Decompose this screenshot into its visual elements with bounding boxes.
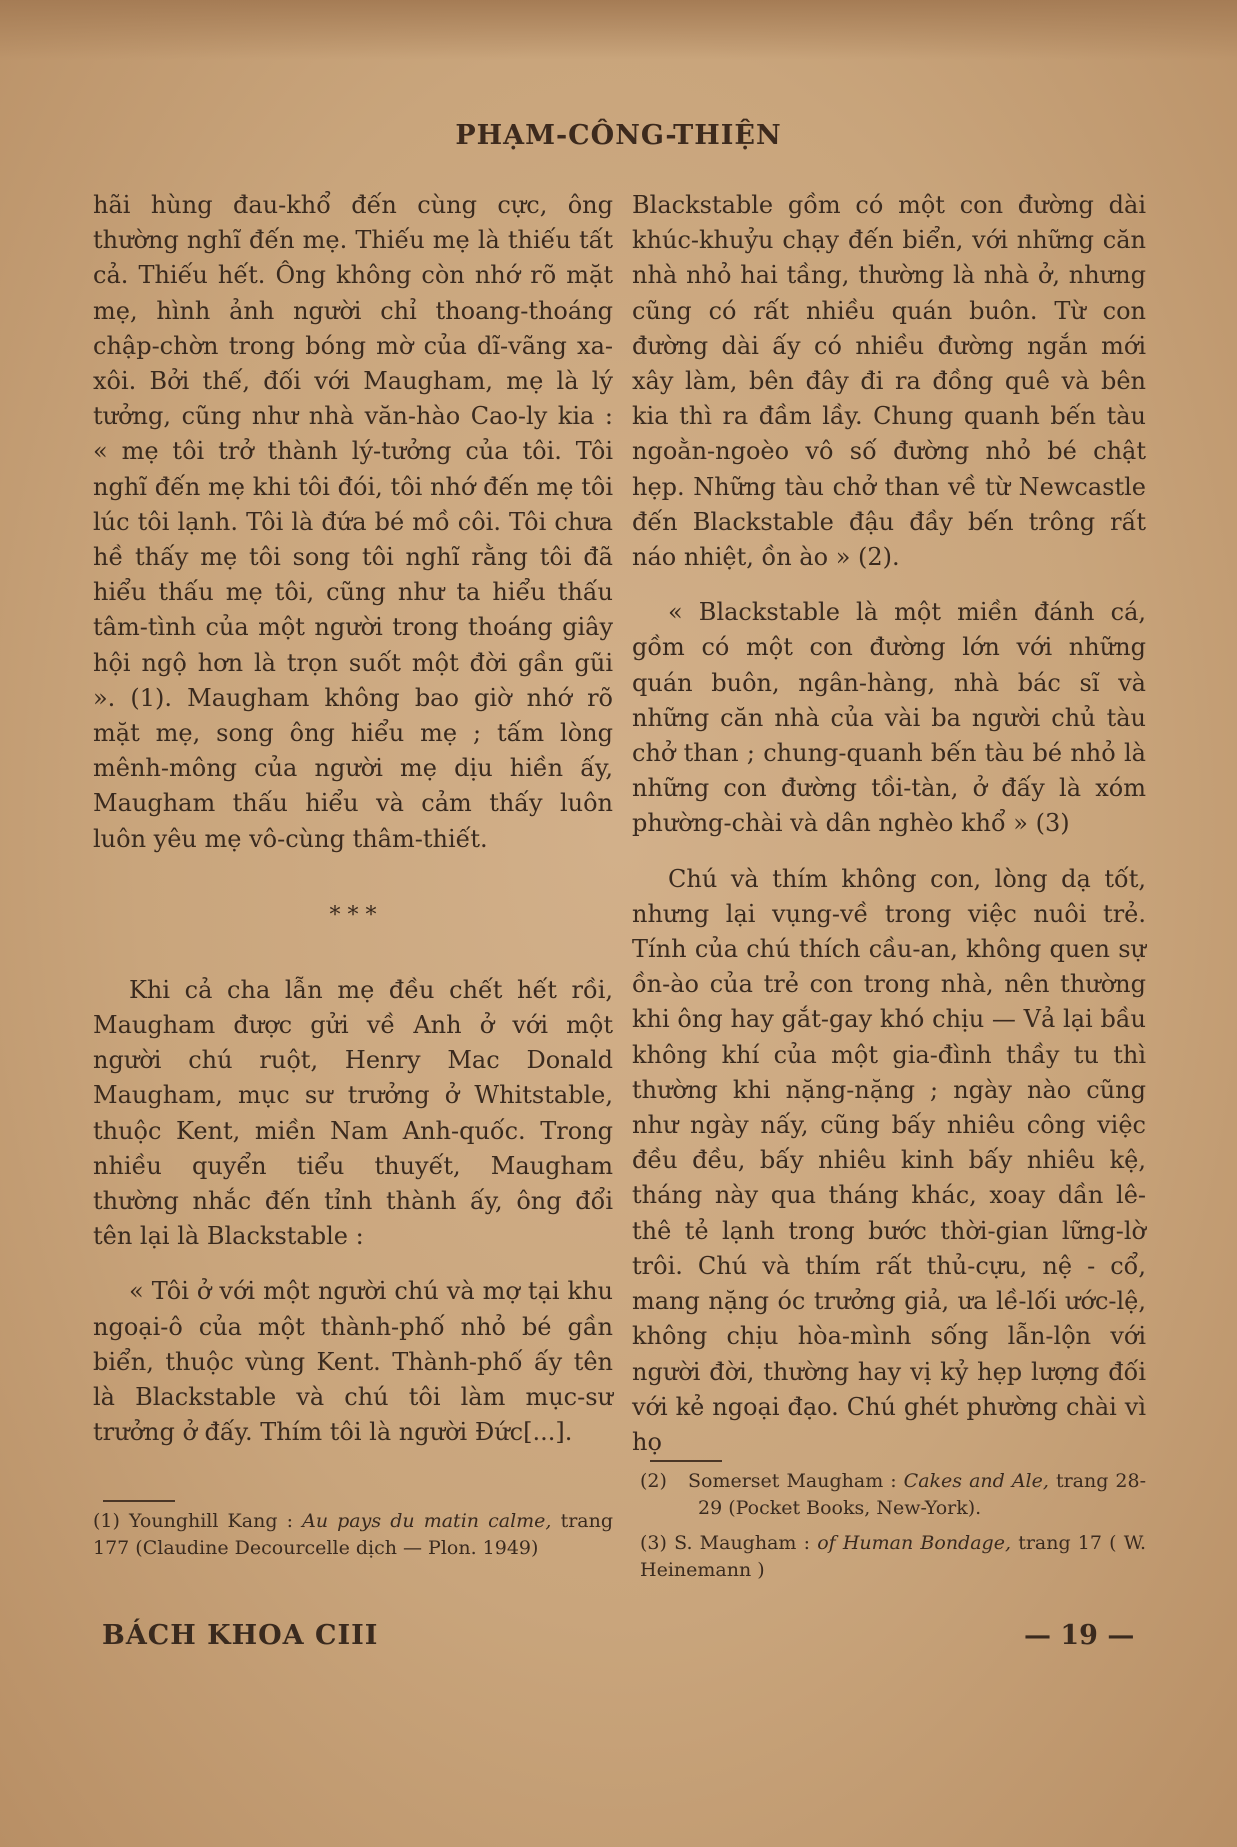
- footnote-3-rest: trang 17 ( W. Heinemann ): [640, 1532, 1147, 1581]
- footnote-1-number: (1): [93, 1510, 120, 1532]
- footnote-3-number: (3): [640, 1532, 667, 1554]
- right-footnotes: [640, 1460, 1146, 1584]
- left-paragraph-1: hãi hùng đau-khổ đến cùng cực, ông thường nghĩ đến mẹ. Thiếu mẹ là thiếu tất cả. Thiếu hết. Ông không còn nhớ rõ mặt mẹ, hình ảnh người chỉ thoang-thoáng chập-chờn trong bóng mờ của dĩ-vãng xa-xôi. Bởi thế, đối với Maugham, mẹ là lý tưởng, cũng như nhà văn-hào Cao-ly kia : « mẹ tôi trở thành lý-tưởng của tôi. Tôi nghĩ đến mẹ khi tôi đói, tôi nhớ đến mẹ tôi lúc tôi lạnh. Tôi là đứa bé mồ côi. Tôi chưa hề thấy mẹ tôi song tôi nghĩ rằng tôi đã hiểu thấu mẹ tôi, cũng như ta hiểu thấu tâm-tình của một người trong thoáng giây hội ngộ hơn là trọn suốt một đời gần gũi ». (1). Maugham không bao giờ nhớ rõ mặt mẹ, song ông hiểu mẹ ; tấm lòng mênh-mông của người mẹ dịu hiền ấy, Maugham thấu hiểu và cảm thấy luôn luôn yêu mẹ vô-cùng thâm-thiết.: [93, 191, 613, 853]
- footnote-1-rest: trang 177 (Claudine Decourcelle dịch — Plon. 1949): [93, 1510, 614, 1559]
- left-paragraph-2: Khi cả cha lẫn mẹ đều chết hết rồi, Maugham được gửi về Anh ở với một người chú ruột, Henry Mac Donald Maugham, mục sư trưởng ở Whitstable, thuộc Kent, miền Nam Anh-quốc. Trong nhiều quyển tiểu thuyết, Maugham thường nhắc đến tỉnh thành ấy, ông đổi tên lại là Blackstable :: [93, 975, 613, 1251]
- footnote-2-author: Somerset Maugham :: [688, 1470, 897, 1492]
- right-paragraph-1: Blackstable gồm có một con đường dài khúc-khuỷu chạy đến biển, với những căn nhà nhỏ hai tầng, thường là nhà ở, nhưng cũng có rất nhiều quán buôn. Từ con đường dài ấy có nhiều đường ngắn mới xây làm, bên đây đi ra đồng quê và bên kia thì ra đầm lầy. Chung quanh bến tàu ngoằn-ngoèo vô số đường nhỏ bé chật hẹp. Những tàu chở than về từ Newcastle đến Blackstable đậu đầy bến trông rất náo nhiệt, ồn ào » (2).: [632, 191, 1146, 572]
- left-paragraph-3: « Tôi ở với một người chú và mợ tại khu ngoại-ô của một thành-phố nhỏ bé gần biển, thuộc vùng Kent. Thành-phố ấy tên là Blackstable và chú tôi làm mục-sư trưởng ở đấy. Thím tôi là người Đức[...].: [93, 1277, 613, 1447]
- magazine-name: BÁCH KHOA CIII: [102, 1620, 379, 1651]
- footnote-1: [93, 1508, 613, 1562]
- footnote-1-author: Younghill Kang :: [129, 1510, 293, 1532]
- page-edge-shadow: [0, 0, 1237, 60]
- footnote-1-title: Au pays du matin calme,: [302, 1510, 552, 1532]
- left-footnotes: [93, 1500, 613, 1562]
- footnote-3: [640, 1530, 1146, 1584]
- footnote-2-number: (2): [640, 1470, 667, 1492]
- footnote-3-title: of Human Bondage,: [817, 1532, 1011, 1554]
- footnote-rule: [650, 1460, 722, 1462]
- left-column: [93, 188, 613, 1451]
- page-number: — 19 —: [1024, 1620, 1135, 1651]
- right-paragraph-2: « Blackstable là một miền đánh cá, gồm có một con đường lớn với những quán buôn, ngân-hàng, nhà bác sĩ và những căn nhà của vài ba người chủ tàu chở than ; chung-quanh bến tàu bé nhỏ là những con đường tồi-tàn, ở đấy là xóm phường-chài và dân nghèo khổ » (3): [632, 598, 1146, 838]
- running-header: PHẠM-CÔNG-THIỆN: [455, 120, 782, 151]
- footnote-2: [640, 1468, 1146, 1522]
- footnote-2-rest: trang 28-29 (Pocket Books, New-York).: [698, 1470, 1147, 1519]
- right-paragraph-3: Chú và thím không con, lòng dạ tốt, nhưng lại vụng-về trong việc nuôi trẻ. Tính của chú thích cầu-an, không quen sự ồn-ào của trẻ con trong nhà, nên thường khi ông hay gắt-gay khó chịu — Vả lại bầu không khí của một gia-đình thầy tu thì thường khi nặng-nặng ; ngày nào cũng như ngày nấy, cũng bấy nhiêu công việc đều đều, bấy nhiêu kinh bấy nhiêu kệ, tháng này qua tháng khác, xoay dần lê-thê tẻ lạnh trong bước thời-gian lững-lờ trôi. Chú và thím rất thủ-cựu, nệ - cổ, mang nặng óc trưởng giả, ưa lề-lối ước-lệ, không chịu hòa-mình sống lẫn-lộn với người đời, thường hay vị kỷ hẹp lượng đối với kẻ ngoại đạo. Chú ghét phường chài vì họ: [632, 864, 1146, 1456]
- footnote-2-title: Cakes and Ale,: [903, 1470, 1049, 1492]
- right-column: [632, 188, 1146, 1460]
- footnote-3-author: S. Maugham :: [674, 1532, 811, 1554]
- section-break-stars: * * *: [329, 902, 377, 928]
- footnote-rule: [103, 1500, 175, 1502]
